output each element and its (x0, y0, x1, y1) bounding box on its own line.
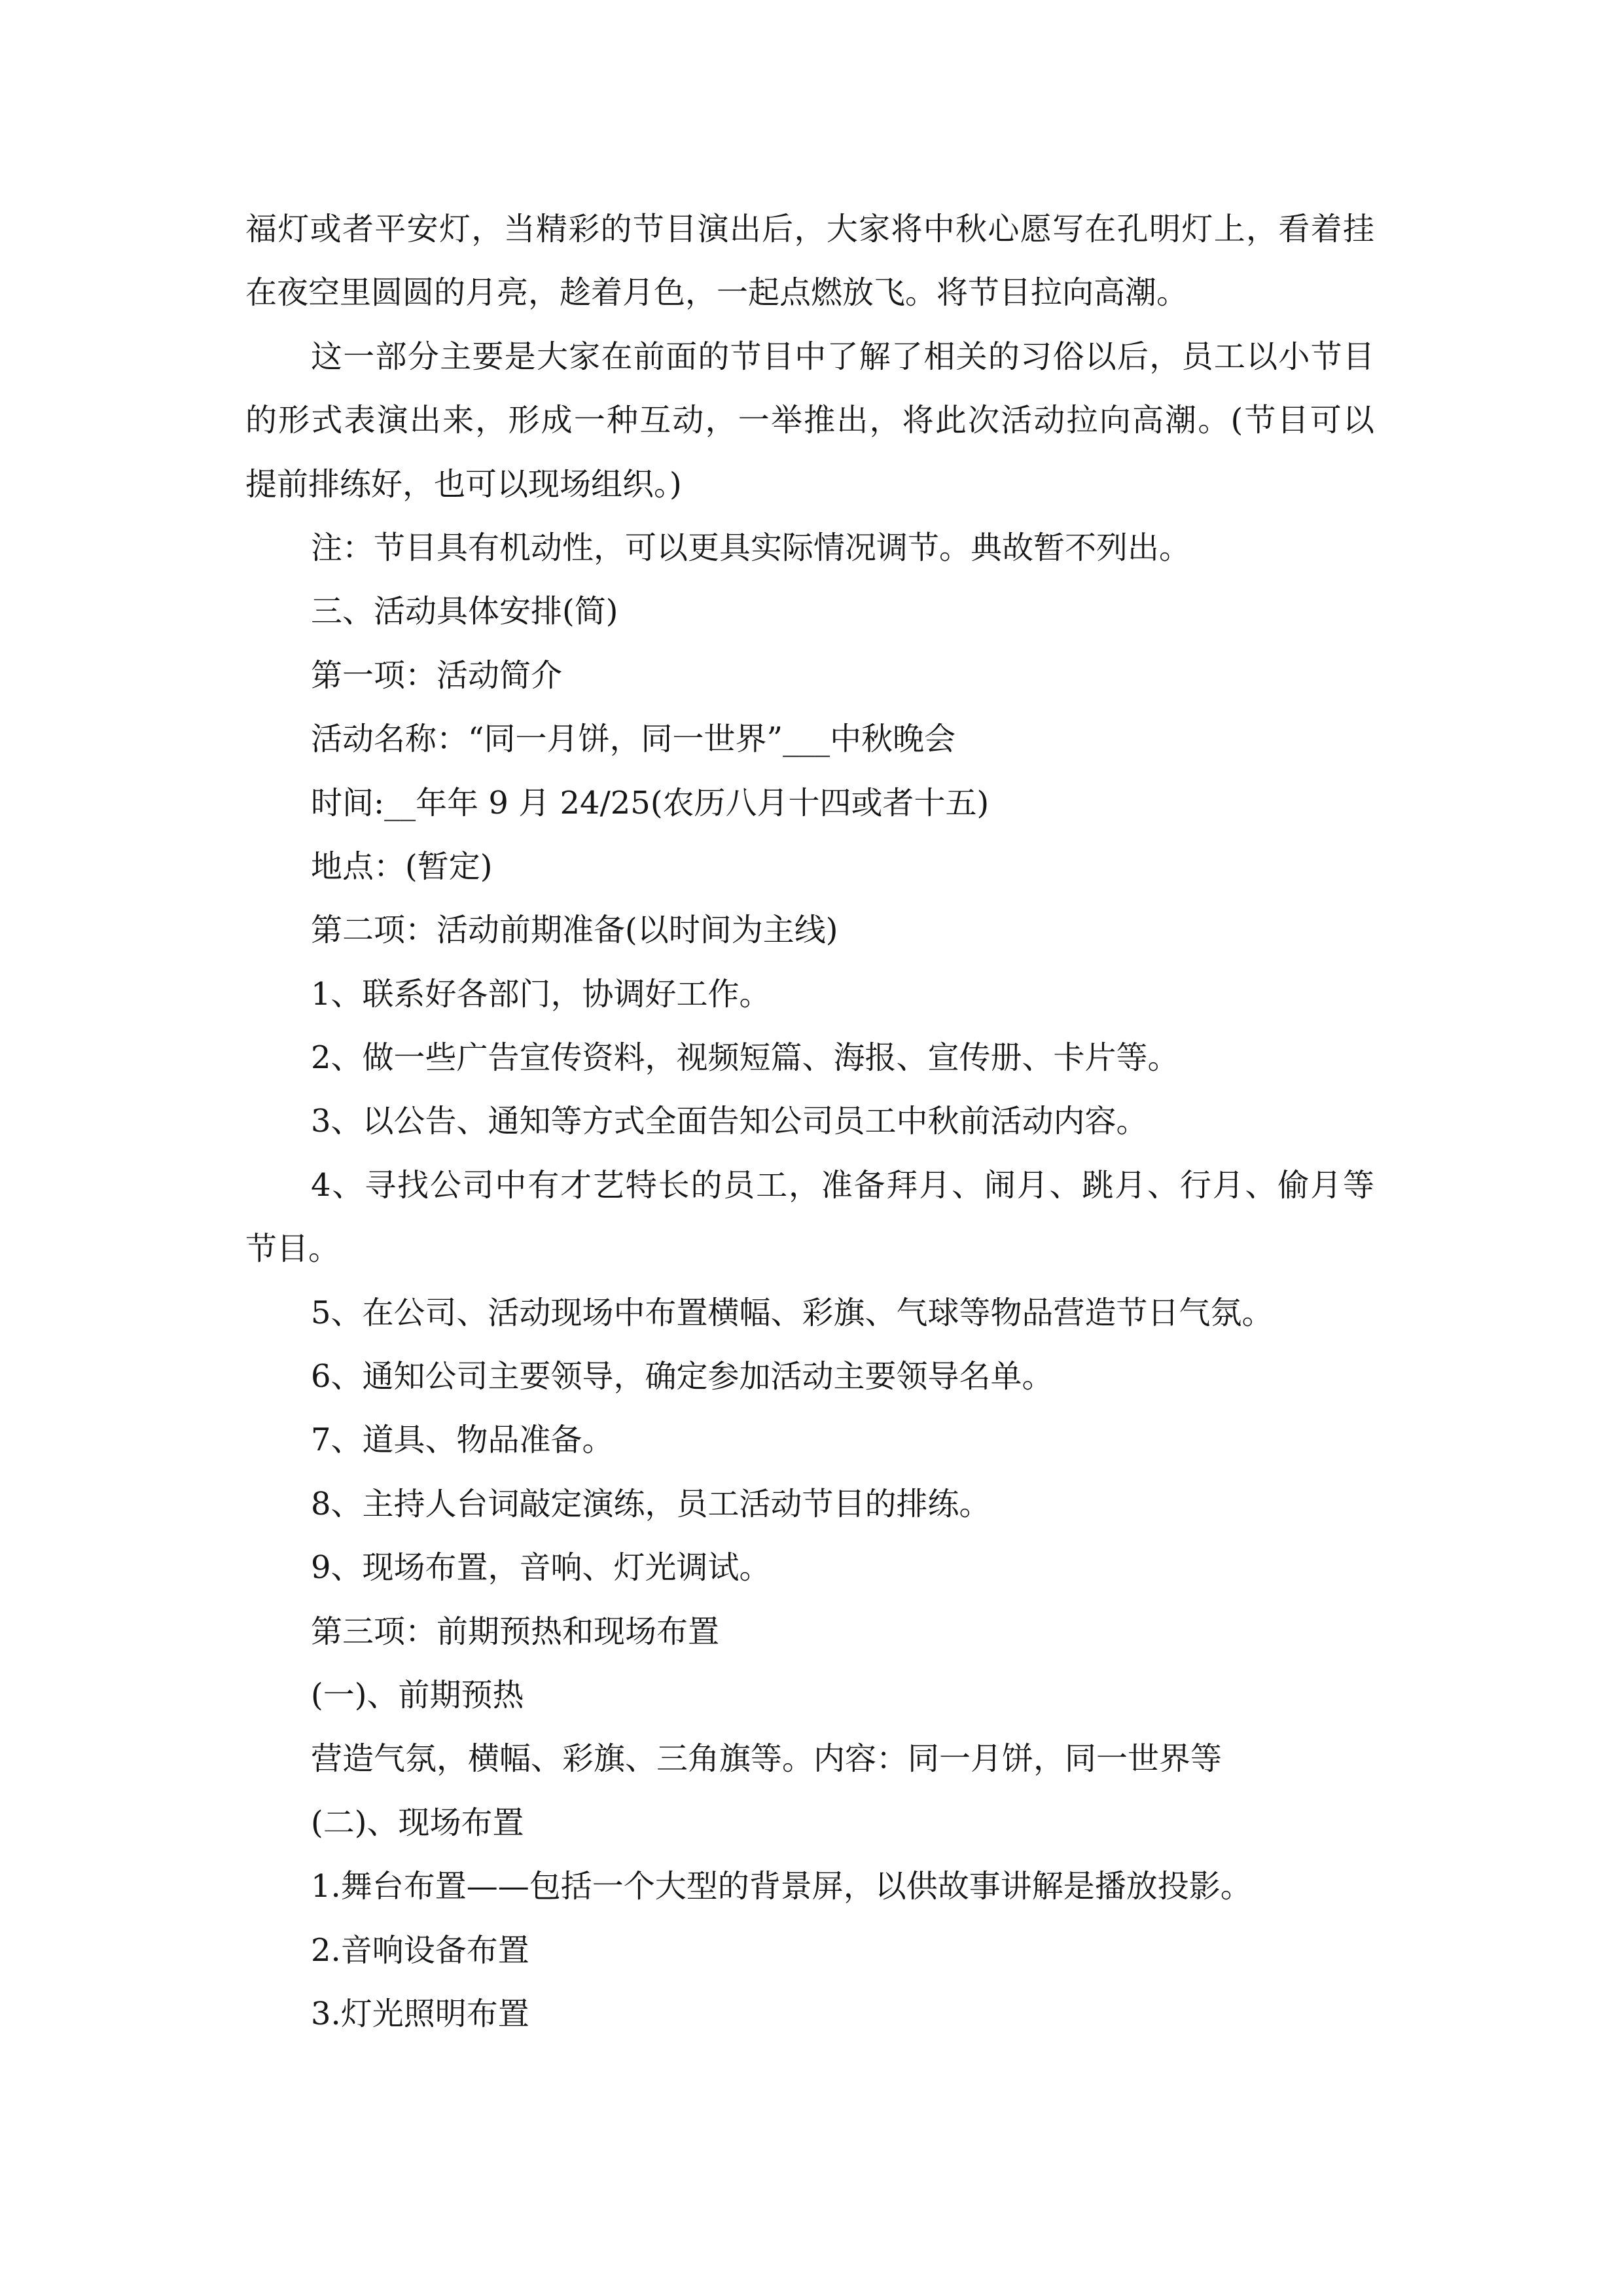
list-item (245, 1536, 1374, 1600)
text-line: (二)、现场布置 (311, 1804, 524, 1841)
text-line: 福灯或者平安灯，当精彩的节目演出后，大家将中秋心愿写在孔明灯上，看着挂 (245, 211, 1374, 247)
text-line: 节目。 (245, 1230, 340, 1268)
text-line: 地点：(暂定) (311, 848, 493, 885)
event-location (245, 835, 1374, 899)
subsection-heading (245, 899, 1374, 962)
paragraph (245, 325, 1374, 516)
document-body (245, 198, 1374, 2046)
list-item (245, 1345, 1374, 1408)
paragraph (245, 1727, 1374, 1791)
list-item (245, 1982, 1374, 2046)
text-line: 2、做一些广告宣传资料，视频短篇、海报、宣传册、卡片等。 (311, 1039, 1179, 1077)
list-item (245, 1919, 1374, 1982)
text-line: 9、现场布置，音响、灯光调试。 (311, 1549, 771, 1587)
section-heading (245, 580, 1374, 643)
text-line: 第三项：前期预热和现场布置 (311, 1613, 720, 1650)
list-item (245, 1090, 1374, 1153)
text-line: 6、通知公司主要领导，确定参加活动主要领导名单。 (311, 1358, 1054, 1395)
text-line: 提前排练好，也可以现场组织。) (245, 465, 682, 503)
subsection-heading (245, 1600, 1374, 1664)
sub-heading (245, 1791, 1374, 1855)
paragraph-continuation (245, 198, 1374, 325)
text-line: 3.灯光照明布置 (311, 1995, 529, 2032)
text-line: 注：节目具有机动性，可以更具实际情况调节。典故暂不列出。 (311, 529, 1191, 566)
text-line: 第一项：活动简介 (311, 656, 563, 694)
text-line: 2.音响设备布置 (311, 1931, 529, 1969)
list-item (245, 1855, 1374, 1918)
list-item (245, 963, 1374, 1026)
list-item (245, 1473, 1374, 1536)
text-line: 1、联系好各部门，协调好工作。 (311, 975, 771, 1013)
text-line: 在夜空里圆圆的月亮，趁着月色，一起点燃放飞。将节目拉向高潮。 (245, 274, 1188, 312)
sub-heading (245, 1664, 1374, 1727)
text-line: 活动名称：“同一月饼，同一世界”___中秋晚会 (311, 721, 956, 758)
text-line: 的形式表演出来，形成一种互动，一举推出，将此次活动拉向高潮。(节目可以 (245, 402, 1374, 439)
list-item (245, 1282, 1374, 1345)
note-paragraph (245, 516, 1374, 580)
text-line: 1.舞台布置——包括一个大型的背景屏，以供故事讲解是播放投影。 (311, 1868, 1252, 1905)
list-item (245, 1154, 1374, 1282)
list-item (245, 1026, 1374, 1090)
subsection-heading (245, 644, 1374, 708)
text-line: 3、以公告、通知等方式全面告知公司员工中秋前活动内容。 (311, 1103, 1148, 1140)
text-line: (一)、前期预热 (311, 1676, 524, 1713)
text-line: 时间:__年年 9 月 24/25(农历八月十四或者十五) (311, 784, 990, 821)
text-line: 4、寻找公司中有才艺特长的员工，准备拜月、闹月、跳月、行月、偷月等 (311, 1166, 1374, 1204)
text-line: 5、在公司、活动现场中布置横幅、彩旗、气球等物品营造节日气氛。 (311, 1294, 1274, 1331)
text-line: 三、活动具体安排(简) (311, 593, 618, 630)
list-item (245, 1408, 1374, 1472)
event-name (245, 708, 1374, 771)
text-line: 7、道具、物品准备。 (311, 1422, 614, 1459)
text-line: 这一部分主要是大家在前面的节目中了解了相关的习俗以后，员工以小节目 (311, 338, 1374, 375)
event-time (245, 772, 1374, 835)
text-line: 8、主持人台词敲定演练，员工活动节目的排练。 (311, 1485, 991, 1522)
text-line: 营造气氛，横幅、彩旗、三角旗等。内容：同一月饼，同一世界等 (311, 1740, 1222, 1778)
text-line: 第二项：活动前期准备(以时间为主线) (311, 912, 838, 949)
